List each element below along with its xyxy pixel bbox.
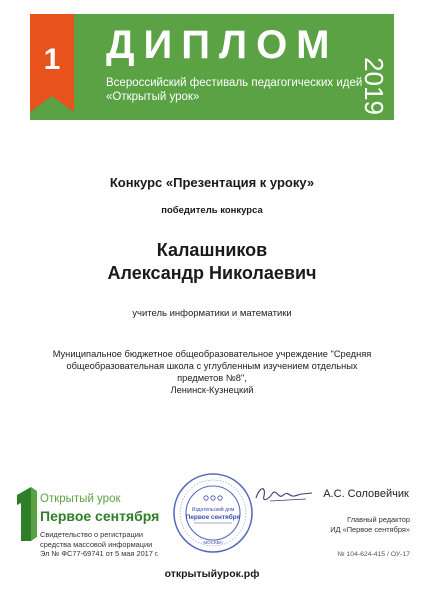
document-number: № 104-624-415 / ОУ-17 [337, 551, 410, 558]
festival-subtitle [106, 77, 368, 104]
award-status: победитель конкурса [161, 205, 263, 216]
signer-role-line1: Главный редактор [347, 515, 410, 524]
cert-line1: Свидетельство о регистрации [40, 530, 143, 539]
organization-line3: Ленинск-Кузнецкий [170, 385, 254, 395]
cert-line2: средства массовой информации [40, 539, 153, 549]
recipient-position: учитель информатики и математики [132, 308, 292, 319]
signer-role-line2: ИД «Первое сентября» [330, 525, 410, 534]
organization-line1: Муниципальное бюджетное общеобразовательное учреждение "Средняя [52, 349, 372, 359]
logo-open-lesson: Открытый урок [40, 493, 121, 505]
first-september-logo-icon [13, 485, 39, 543]
organization-line2: общеобразовательная школа с углубленным изучением отдельных предметов №8", [66, 361, 358, 383]
diploma-year: 2019 [359, 57, 389, 115]
stamp-city: МОСКВА [203, 540, 223, 545]
organization [52, 348, 372, 396]
publisher-stamp-icon [172, 472, 254, 554]
place-number: 1 [43, 43, 61, 76]
stamp-inner-text-1: Издательский дом [191, 507, 235, 513]
signer-name: А.С. Соловейчик [323, 488, 409, 500]
diploma-title: ДИПЛОМ [106, 23, 339, 67]
logo-first-september: Первое сентября [40, 508, 160, 524]
media-registration-certificate [40, 530, 190, 559]
contest-name: Конкурс «Презентация к уроку» [109, 175, 315, 190]
website-link[interactable]: открытыйурок.рф [164, 568, 260, 580]
signer-role [318, 515, 410, 535]
festival-subtitle-line2: «Открытый урок» [106, 90, 200, 103]
stamp-inner-text-2: Первое сентября [185, 514, 241, 521]
cert-line3: Эл № ФС77-69741 от 5 мая 2017 г. [40, 549, 159, 558]
recipient-given-names: Александр Николаевич [107, 263, 317, 283]
recipient-surname: Калашников [156, 240, 268, 260]
festival-subtitle-line1: Всероссийский фестиваль педагогических идей [106, 77, 363, 89]
signature-icon [252, 482, 316, 506]
